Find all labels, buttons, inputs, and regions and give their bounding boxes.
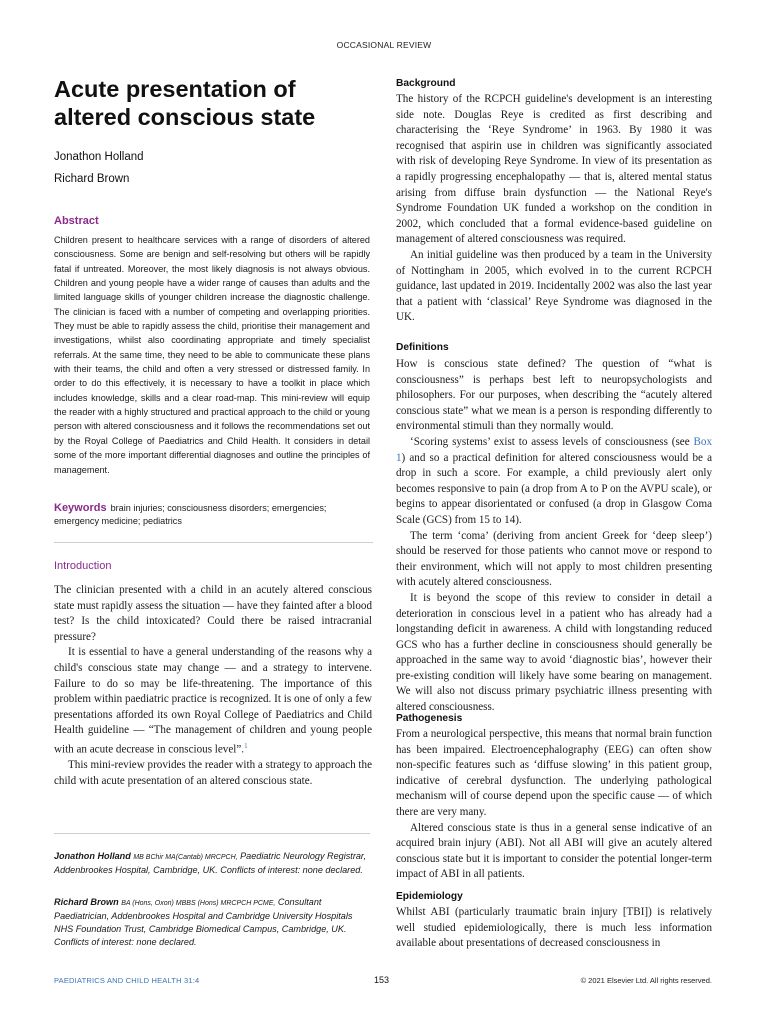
page-number: 153 <box>374 975 390 985</box>
keywords-list: brain injuries; consciousness disorders; emergencies; emergency medicine; pediatrics <box>54 503 327 527</box>
affiliation-degrees: BA (Hons, Oxon) MBBS (Hons) MRCPCH PCME, <box>121 900 276 907</box>
paragraph <box>54 645 372 758</box>
paragraph: It is beyond the scope of this review to consider in detail a deterioration in conscious level in a patient who has already had a longstanding deficit in awareness. A child with longstanding reduced GCS who has a further decline in consciousness should generally be approached in the same way to avoid ‘diagnostic bias’, however their pre-existing condition will likely have some bearing on management. We will also not discuss primary psychiatric illness presenting with altered consciousness. <box>396 591 712 714</box>
pathogenesis-body <box>396 727 712 883</box>
reference-link[interactable]: 1 <box>244 741 248 750</box>
author-name: Richard Brown <box>54 173 130 185</box>
keywords <box>54 502 370 528</box>
footer-copyright: © 2021 Elsevier Ltd. All rights reserved. <box>580 976 712 985</box>
keywords-label: Keywords <box>54 502 107 514</box>
abstract-heading: Abstract <box>54 215 99 227</box>
section-label: OCCASIONAL REVIEW <box>336 40 432 50</box>
paragraph-text: ‘Scoring systems’ exist to assess levels of consciousness (see <box>410 435 690 448</box>
definitions-body <box>396 357 712 716</box>
author-name: Jonathon Holland <box>54 151 144 163</box>
affiliation-text: Paediatric Neurology Registrar, Addenbrookes Hospital, Cambridge, UK. Conflicts of interest: none declared. <box>54 851 366 875</box>
footer-journal: PAEDIATRICS AND CHILD HEALTH 31:4 <box>54 976 200 985</box>
divider <box>54 542 373 543</box>
divider <box>54 833 370 834</box>
author-affiliation <box>54 896 370 949</box>
abstract-text: Children present to healthcare services with a range of disorders of altered consciousness. Some are benign and self-resolving but others will be rapidly fatal if untreated. Moreover, the most likely diagnosis is not always obvious. Children and young people have a wider range of causes than adults and the limited language skills of younger children increase the diagnostic challenge. The clinician is faced with a number of competing and overlapping priorities. They must be able to rapidly assess the child, prioritise their management and investigations, whilst also coordinating appropriate and timely specialist referrals. At the same time, they need to be able to communicate these plans with their teams, the child and often a very stressed or distressed family. In order to do this effectively, it is necessary to have a toolkit in place which includes knowledge, skills and a clear road-map. This mini-review will equip the reader with a highly structured and practical approach to the child or young person with altered consciousness and it follows the recommendations set out by the Royal College of Paediatrics and Child Health. It considers in detail some of the more important differential diagnoses and outline the principles of management. <box>54 235 370 475</box>
paragraph: The term ‘coma’ (deriving from ancient Greek for ‘deep sleep’) should be reserved for those patients who cannot move or respond to their environment, which will not apply to most children presenting with acutely altered consciousness. <box>396 529 712 589</box>
affiliation-text: Consultant Paediatrician, Addenbrookes Hospital and Cambridge University Hospitals NHS Foundation Trust, Cambridge Biomedical Campus, Cambridge, UK. Conflicts of interest: none declared. <box>54 897 353 947</box>
author-affiliation <box>54 850 370 877</box>
paragraph: Altered conscious state is thus in a general sense indicative of an acquired brain injury (ABI). Not all ABI will give an acutely altered conscious state but it is important to consider the potential longer-term impact of ABI in all patients. <box>396 821 712 881</box>
epidemiology-body <box>396 905 712 952</box>
affiliation-degrees: MB BChir MA(Cantab) MRCPCH, <box>133 854 238 861</box>
introduction-body <box>54 583 372 789</box>
paragraph: From a neurological perspective, this means that normal brain function has been impaired. Electroencephalography (EEG) can often show non-specific features such as ‘diffuse slowing’ in this patient group, indicative of cerebral dysfunction. The underlying pathological mechanism will of course depend upon the specific cause — of which there are very many. <box>396 728 712 818</box>
epidemiology-heading: Epidemiology <box>396 891 463 902</box>
paragraph: How is conscious state defined? The question of “what is consciousness” is perhaps best left to neuropsychologists and philosophers. For our purposes, when describing the “acutely altered conscious state” what we mean is a person is responding differently to environmental stimuli than they normally would. <box>396 358 712 433</box>
paragraph: The history of the RCPCH guideline's development is an interesting side note. Douglas Reye is credited as first describing and characterising the ‘Reye Syndrome’ in 1963. By 1980 it was recognised that aspirin use in children was significantly associated with risk of developing Reye Syndrome. In view of its presentation as a rapidly progressing encephalopathy — that is, altered mental status arising from diffuse brain dysfunction — the National Reye's Syndrome Foundation UK funded a workshop on the condition in 2002, which concluded that a formal evidence-based guideline on management of altered consciousness was required. <box>396 93 712 246</box>
paragraph: An initial guideline was then produced by a team in the University of Nottingham in 2005, which evolved in to the current RCPCH guidance, last updated in 2019. Incidentally 2002 was also the last year that a patient with ‘classical’ Reye Syndrome was diagnosed in the UK. <box>396 248 712 324</box>
article-title: Acute presentation of altered conscious state <box>54 76 316 130</box>
paragraph-text: ) and so a practical definition for altered consciousness would be a drop in such a score. For example, a child previously alert only becomes responsive to pain (a drop from A to P on the AVPU scale), or begins to appear disorientated or confused (a drop in Glasgow Coma Scale (GCS) from 15 to 14). <box>396 451 712 526</box>
paragraph: The clinician presented with a child in an acutely altered conscious state must rapidly assess the situation — have they fainted after a blood test? Is the child intoxicated? Could there be raised intracranial pressure? <box>54 584 372 643</box>
affiliation-name: Jonathon Holland <box>54 851 131 861</box>
pathogenesis-heading: Pathogenesis <box>396 713 463 724</box>
paragraph-text: It is essential to have a general understanding of the reasons why a child's conscious state may change — and a strategy to intervene. Failure to do so may be life-threatening. The importance of this problem within paediatric practice is recognized. It is one of only a few presentations afforded its own Royal College of Paediatrics and Child Health guideline — “The management of children and young people with an acute decrease in conscious level”. <box>54 646 372 756</box>
paragraph <box>396 435 712 529</box>
affiliation-name: Richard Brown <box>54 897 119 907</box>
paragraph: This mini-review provides the reader with a strategy to approach the child with acute presentation of an altered conscious state. <box>54 759 372 787</box>
background-body <box>396 92 712 326</box>
introduction-heading: Introduction <box>54 560 112 572</box>
background-heading: Background <box>396 78 456 89</box>
box-1-link[interactable]: Box 1 <box>396 435 712 464</box>
paragraph: Whilst ABI (particularly traumatic brain injury [TBI]) is relatively well studied epidemiologically, there is much less information available about presentations of decreased consciousness in <box>396 906 712 950</box>
definitions-heading: Definitions <box>396 342 449 353</box>
